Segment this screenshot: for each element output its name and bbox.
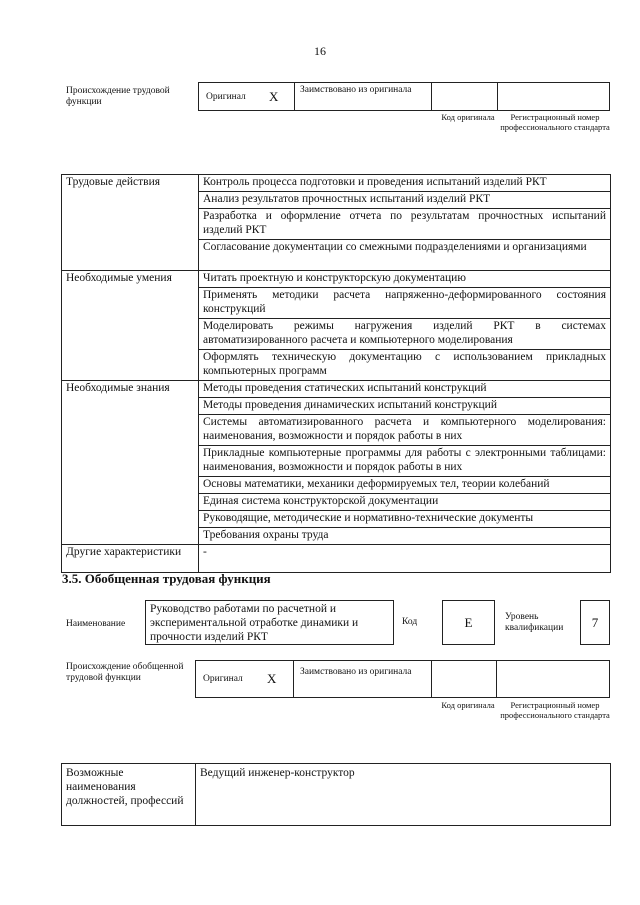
borrowed-label: Заимствовано из оригинала xyxy=(300,85,412,95)
table-cell: Единая система конструкторской документации xyxy=(199,494,611,511)
divider xyxy=(294,82,295,111)
table-cell: Разработка и оформление отчета по результатам прочностных испытаний изделий РКТ xyxy=(199,209,611,240)
table-cell: - xyxy=(199,545,611,573)
origin-label: Происхождение обобщенной трудовой функции xyxy=(66,662,184,683)
reg-caption: Регистрационный номер профессионального стандарта xyxy=(500,700,610,720)
positions-label: Возможные наименования должностей, профессий xyxy=(62,764,196,826)
category-label: Необходимые умения xyxy=(62,271,199,381)
category-label: Другие характеристики xyxy=(62,545,199,573)
table-cell: Требования охраны труда xyxy=(199,528,611,545)
divider xyxy=(496,660,497,698)
table-cell: Системы автоматизированного расчета и компьютерного моделирования: наименования, возможности и порядок работы в них xyxy=(199,415,611,446)
table-cell: Контроль процесса подготовки и проведения испытаний изделий РКТ xyxy=(199,175,611,192)
category-label: Трудовые действия xyxy=(62,175,199,271)
divider xyxy=(293,660,294,698)
origin-label: Происхождение трудовой функции xyxy=(66,86,170,107)
table-cell: Методы проведения динамических испытаний конструкций xyxy=(199,398,611,415)
code-value-box: E xyxy=(442,600,495,645)
divider xyxy=(497,82,498,111)
level-label: Уровень квалификации xyxy=(505,612,564,633)
original-mark: X xyxy=(267,671,277,686)
origin-box xyxy=(198,82,610,111)
original-mark: X xyxy=(269,89,279,104)
functions-table xyxy=(61,174,611,573)
code-label: Код xyxy=(402,617,418,627)
divider xyxy=(431,660,432,698)
divider xyxy=(431,82,432,111)
reg-caption: Регистрационный номер профессионального стандарта xyxy=(500,112,610,132)
table-cell: Руководящие, методические и нормативно-технические документы xyxy=(199,511,611,528)
table-cell: Согласование документации со смежными подразделениями и организациями xyxy=(199,240,611,271)
table-cell: Прикладные компьютерные программы для работы с электронными таблицами: наименования, возможности и порядок работы в них xyxy=(199,446,611,477)
code-caption: Код оригинала xyxy=(441,112,495,122)
category-label: Необходимые знания xyxy=(62,381,199,545)
positions-value: Ведущий инженер-конструктор xyxy=(196,764,611,826)
table-cell: Применять методики расчета напряженно-деформированного состояния конструкций xyxy=(199,288,611,319)
table-cell: Оформлять техническую документацию с использованием прикладных компьютерных программ xyxy=(199,350,611,381)
table-cell: Читать проектную и конструкторскую документацию xyxy=(199,271,611,288)
table-cell: Моделировать режимы нагружения изделий РКТ в системах автоматизированного расчета и компьютерного моделирования xyxy=(199,319,611,350)
name-label: Наименование xyxy=(66,619,126,629)
original-label: Оригинал xyxy=(206,92,246,102)
section-title: 3.5. Обобщенная трудовая функция xyxy=(62,571,271,586)
page-number: 16 xyxy=(314,44,326,58)
table-cell: Анализ результатов прочностных испытаний изделий РКТ xyxy=(199,192,611,209)
positions-table xyxy=(61,763,611,826)
table-cell: Методы проведения статических испытаний конструкций xyxy=(199,381,611,398)
code-caption: Код оригинала xyxy=(441,700,495,710)
table-cell: Основы математики, механики деформируемых тел, теории колебаний xyxy=(199,477,611,494)
origin-box xyxy=(195,660,610,698)
function-name-box: Руководство работами по расчетной и экспериментальной отработке динамики и прочности изделий РКТ xyxy=(145,600,394,645)
original-label: Оригинал xyxy=(203,674,243,684)
level-value-box: 7 xyxy=(580,600,610,645)
borrowed-label: Заимствовано из оригинала xyxy=(300,667,412,677)
